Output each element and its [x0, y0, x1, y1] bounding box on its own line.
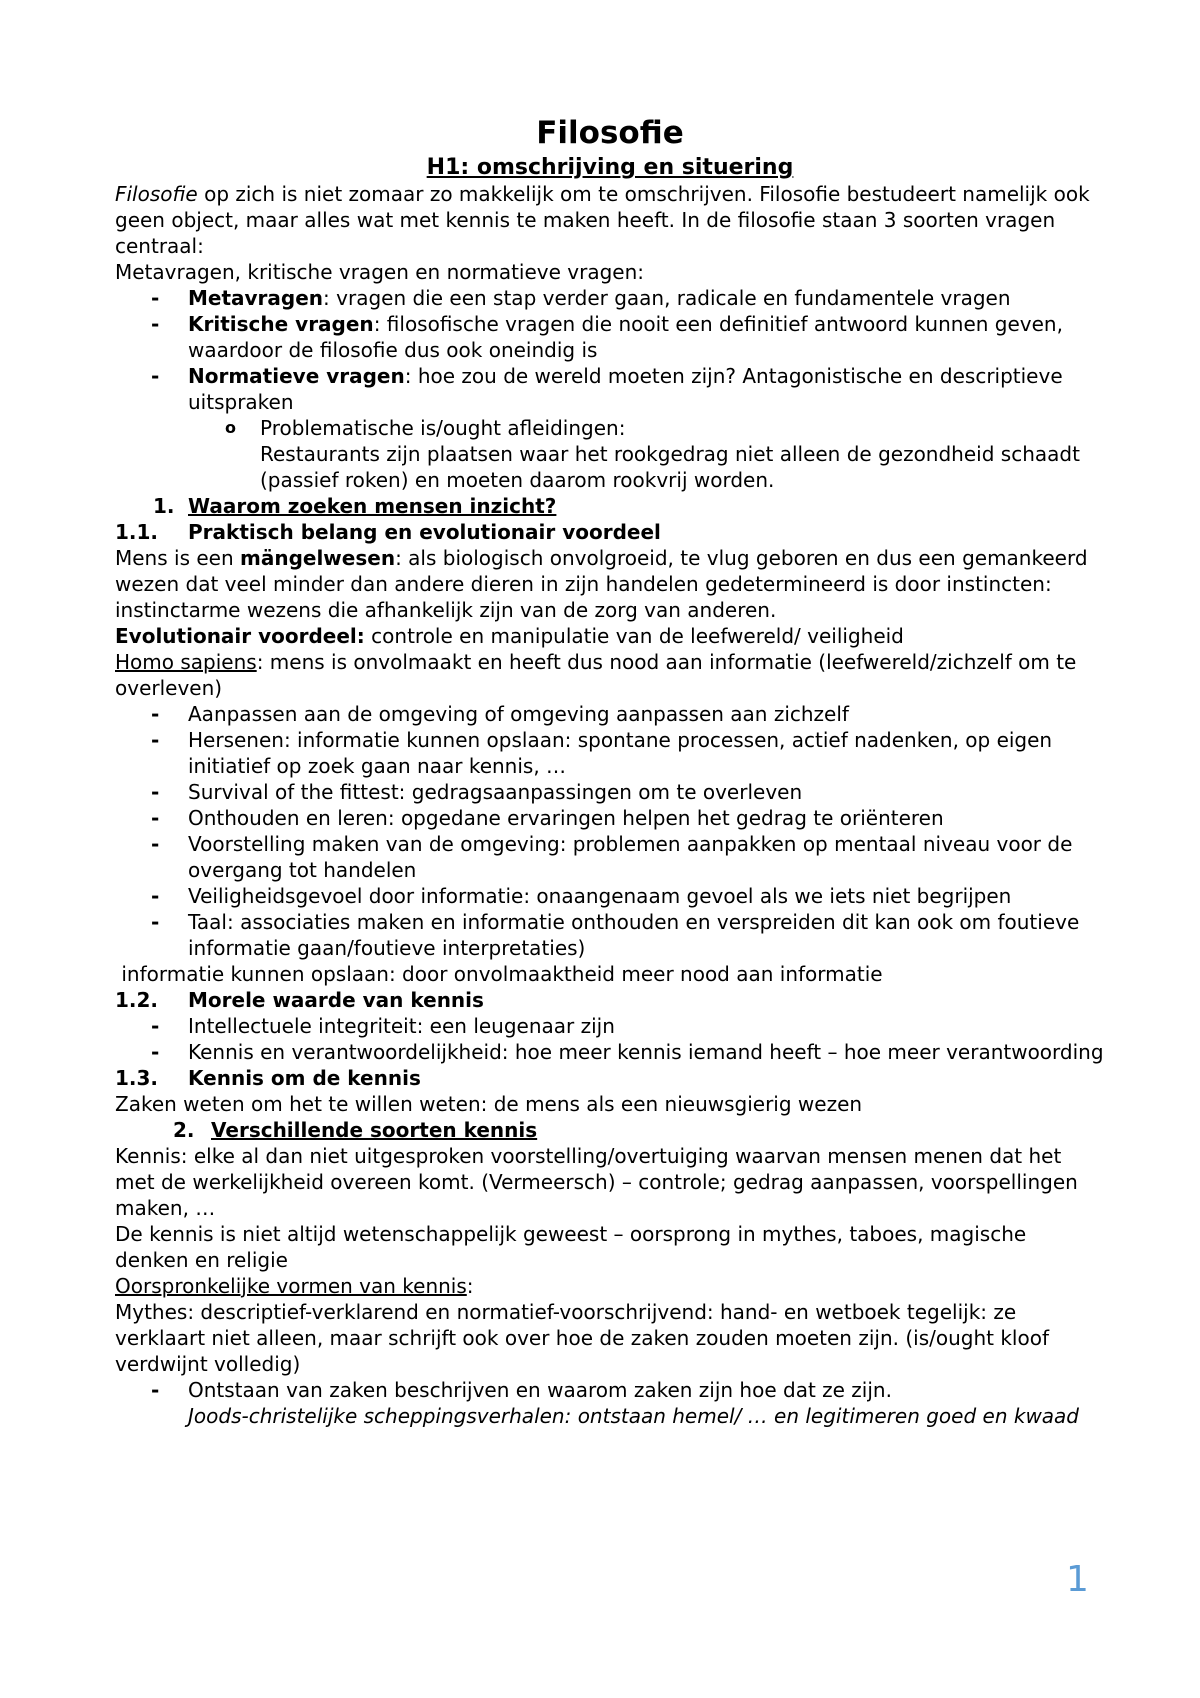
- section-title: Verschillende soorten kennis: [211, 1118, 538, 1142]
- section-title: Praktisch belang en evolutionair voordeel: [188, 520, 661, 544]
- paragraph-maengelwesen: [115, 545, 1105, 623]
- list-item: [115, 1377, 1105, 1429]
- paragraph-text: : als biologisch onvolgroeid, te vlug geboren en dus een gemankeerd wezen dat veel minder dan andere dieren in zijn handelen gedetermineerd is door instincten: instinctarme wezens die afhankelijk zijn van de zorg van anderen.: [115, 546, 1088, 622]
- intro-emphasis: Filosofie: [115, 182, 198, 206]
- list-item: - Survival of the fittest: gedragsaanpassingen om te overleven: [115, 779, 1105, 805]
- list-item-emphasis: Joods-christelijke scheppingsverhalen: ontstaan hemel/ … en legitimeren goed en kwaad: [188, 1404, 1080, 1428]
- list-item: - Aanpassen aan de omgeving of omgeving aanpassen aan zichzelf: [115, 701, 1105, 727]
- paragraph-kennis: Kennis: elke al dan niet uitgesproken voorstelling/overtuiging waarvan mensen menen dat het met de werkelijkheid overeen komt. (Vermeersch) – controle; gedrag aanpassen, voorspellingen maken, …: [115, 1144, 1078, 1220]
- paragraph-term: Oorspronkelijke vormen van kennis: [115, 1274, 467, 1298]
- list-item-term: Kritische vragen: [188, 312, 374, 336]
- section-number: 2.: [173, 1118, 195, 1142]
- section-number: 1.1.: [115, 520, 159, 544]
- section-heading-1-1: [115, 519, 1105, 545]
- sub-bullet-icon: o: [225, 418, 236, 437]
- section-title: Waarom zoeken mensen inzicht?: [188, 494, 557, 518]
- list-item: - Hersenen: informatie kunnen opslaan: spontane processen, actief nadenken, op eigen initiatief op zoek gaan naar kennis, …: [115, 727, 1105, 779]
- list-item: [115, 285, 1105, 311]
- list-item: [115, 363, 1105, 415]
- myth-list: [115, 1377, 1105, 1429]
- evolution-list: [115, 701, 1105, 961]
- list-item: - Onthouden en leren: opgedane ervaringen helpen het gedrag te oriënteren: [115, 805, 1105, 831]
- paragraph-evolutionair: [115, 623, 1105, 649]
- paragraph-text: Mens is een: [115, 546, 240, 570]
- list-item-text: - Ontstaan van zaken beschrijven en waarom zaken zijn hoe dat ze zijn.: [188, 1378, 892, 1402]
- sub-list-item: [115, 415, 1105, 493]
- paragraph-text: : mens is onvolmaakt en heeft dus nood aan informatie (leefwereld/zichzelf om te overleven): [115, 650, 1077, 700]
- page-content: [115, 112, 1105, 1429]
- list-item-text: : vragen die een stap verder gaan, radicale en fundamentele vragen: [323, 286, 1011, 310]
- paragraph-mythes: Mythes: descriptief-verklarend en normatief-voorschrijvend: hand- en wetboek tegelijk: ze verklaart niet alleen, maar schrijft ook over hoe de zaken zouden moeten zijn. (is/ought kloof verdwijnt volledig): [115, 1300, 1049, 1376]
- list-item: - Kennis en verantwoordelijkheid: hoe meer kennis iemand heeft – hoe meer verantwoording: [115, 1039, 1105, 1065]
- document-title: Filosofie: [536, 115, 684, 151]
- intro-paragraph-2: Metavragen, kritische vragen en normatieve vragen:: [115, 260, 645, 284]
- list-item: - Voorstelling maken van de omgeving: problemen aanpakken op mentaal niveau voor de overgang tot handelen: [115, 831, 1105, 883]
- moral-list: [115, 1013, 1105, 1065]
- paragraph-term: Evolutionair voordeel:: [115, 624, 365, 648]
- section-number: 1.2.: [115, 988, 159, 1012]
- section-heading-1: [115, 493, 1105, 519]
- paragraph-term: mängelwesen: [240, 546, 396, 570]
- question-types-list: [115, 285, 1105, 415]
- section-title: Morele waarde van kennis: [188, 988, 484, 1012]
- section-number: 1.: [153, 494, 175, 518]
- intro-paragraph: [115, 181, 1105, 259]
- list-item: [115, 311, 1105, 363]
- section-title: Kennis om de kennis: [188, 1066, 421, 1090]
- list-item-text: : filosofische vragen die nooit een definitief antwoord kunnen geven, waardoor de filosofie dus ook oneindig is: [188, 312, 1063, 362]
- list-item-text: : hoe zou de wereld moeten zijn? Antagonistische en descriptieve uitspraken: [188, 364, 1063, 414]
- list-item: - Taal: associaties maken en informatie onthouden en verspreiden dit kan ook om foutieve informatie gaan/foutieve interpretaties): [115, 909, 1105, 961]
- sub-item-line-1: Problematische is/ought afleidingen:: [260, 416, 626, 440]
- section-heading-2: [115, 1117, 1105, 1143]
- paragraph-text: controle en manipulatie van de leefwereld/ veiligheid: [364, 624, 904, 648]
- paragraph-text: :: [466, 1274, 474, 1298]
- paragraph-nieuwsgierig: Zaken weten om het te willen weten: de mens als een nieuwsgierig wezen: [115, 1092, 863, 1116]
- list-item: - Intellectuele integriteit: een leugenaar zijn: [115, 1013, 1105, 1039]
- list-item-example: [188, 1403, 1105, 1429]
- list-item: - Veiligheidsgevoel door informatie: onaangenaam gevoel als we iets niet begrijpen: [115, 883, 1105, 909]
- list-item-term: Normatieve vragen: [188, 364, 405, 388]
- section-heading-1-3: [115, 1065, 1105, 1091]
- paragraph-wetenschap: De kennis is niet altijd wetenschappelijk geweest – oorsprong in mythes, taboes, magische denken en religie: [115, 1222, 1027, 1272]
- intro-text: op zich is niet zomaar zo makkelijk om te omschrijven. Filosofie bestudeert namelijk ook geen object, maar alles wat met kennis te maken heeft. In de filosofie staan 3 soorten vragen centraal:: [115, 182, 1090, 258]
- paragraph-informatie: informatie kunnen opslaan: door onvolmaaktheid meer nood aan informatie: [115, 962, 883, 986]
- paragraph-homo-sapiens: [115, 649, 1105, 701]
- section-heading-1-2: [115, 987, 1105, 1013]
- list-item-term: Metavragen: [188, 286, 324, 310]
- page-number: 1: [1066, 1559, 1089, 1600]
- paragraph-term: Homo sapiens: [115, 650, 257, 674]
- sub-item-line-2: Restaurants zijn plaatsen waar het rookgedrag niet alleen de gezondheid schaadt (passief roken) en moeten daarom rookvrij worden.: [260, 442, 1080, 492]
- section-number: 1.3.: [115, 1066, 159, 1090]
- paragraph-oorspronkelijk: [115, 1273, 1105, 1299]
- chapter-heading: H1: omschrijving en situering: [426, 155, 794, 180]
